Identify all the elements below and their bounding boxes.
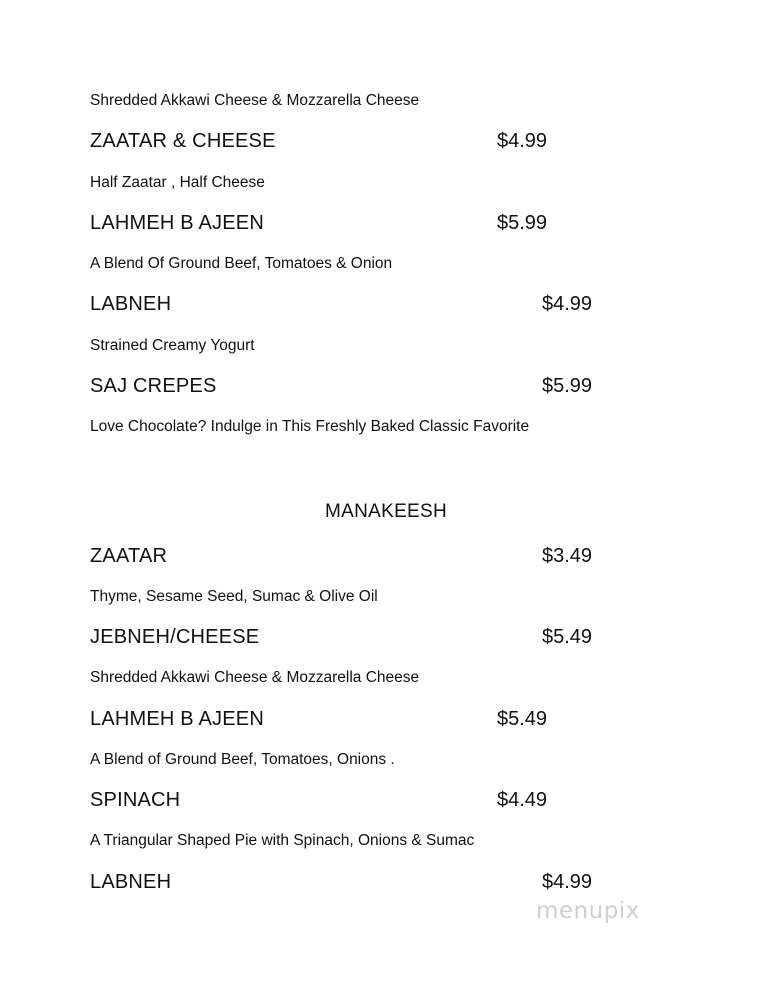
item-name: LAHMEH B AJEEN [90,708,264,730]
item-description: Half Zaatar , Half Cheese [90,174,265,191]
item-price: $4.99 [542,871,593,893]
item-name: SPINACH [90,789,181,811]
item-description: A Blend of Ground Beef, Tomatoes, Onions . [90,751,395,768]
item-price: $4.49 [497,789,548,811]
item-name: LABNEH [90,293,172,315]
section-title: MANAKEESH [325,501,448,522]
item-description: Love Chocolate? Indulge in This Freshly Baked Classic Favorite [90,418,530,435]
item-price: $5.99 [497,212,548,234]
item-description: Thyme, Sesame Seed, Sumac & Olive Oil [90,588,378,605]
item-name: JEBNEH/CHEESE [90,626,260,648]
item-description: A Blend Of Ground Beef, Tomatoes & Onion [90,255,393,272]
item-name: SAJ CREPES [90,375,217,397]
item-name: LABNEH [90,871,172,893]
item-price: $3.49 [542,545,593,567]
item-price: $5.49 [542,626,593,648]
item-description: A Triangular Shaped Pie with Spinach, Onions & Sumac [90,832,475,849]
item-description: Shredded Akkawi Cheese & Mozzarella Cheese [90,669,420,686]
item-description: Shredded Akkawi Cheese & Mozzarella Cheese [90,92,420,109]
item-name: LAHMEH B AJEEN [90,212,264,234]
watermark-logo: menupix [536,898,640,924]
item-description: Strained Creamy Yogurt [90,337,255,354]
item-price: $4.99 [497,130,548,152]
item-price: $5.99 [542,375,593,397]
item-name: ZAATAR [90,545,168,567]
item-price: $5.49 [497,708,548,730]
item-price: $4.99 [542,293,593,315]
item-name: ZAATAR & CHEESE [90,130,276,152]
